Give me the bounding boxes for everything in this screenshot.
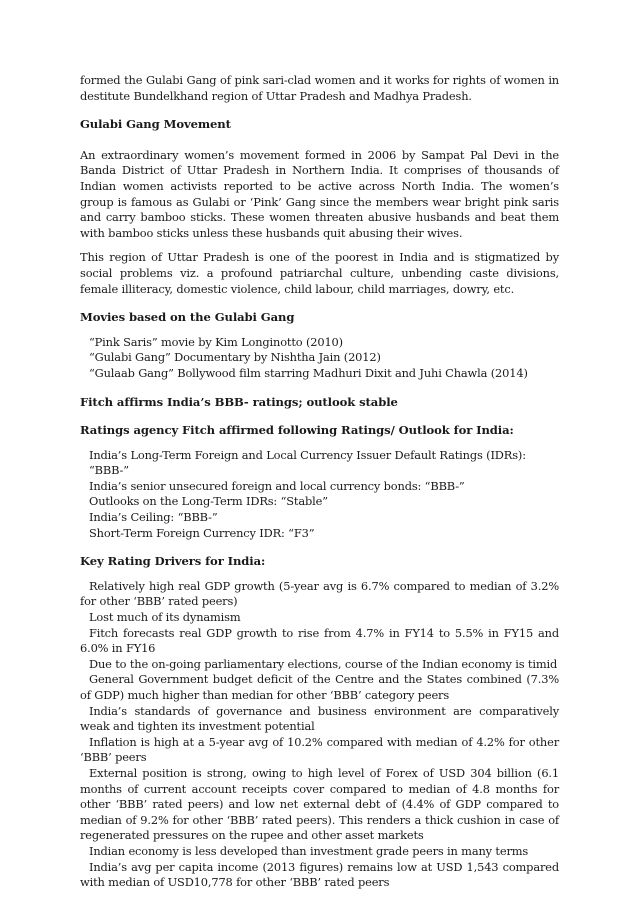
- list-item: General Government budget deficit of the Centre and the States combined (7.3% of GDP) much higher than median for other ‘BBB’ category peers: [80, 672, 559, 702]
- list-item: India’s senior unsecured foreign and local currency bonds: “BBB-”: [89, 478, 465, 493]
- list-item: Outlooks on the Long-Term IDRs: “Stable”: [89, 494, 328, 509]
- gulabi-movement-paragraph-2: This region of Uttar Pradesh is one of the poorest in India and is stigmatized by social problems viz. a profound patriarchal culture, unbending caste divisions, female illiteracy, domestic violence, child labour, child marriages, dowry, etc.: [80, 250, 559, 296]
- movies-heading: Movies based on the Gulabi Gang: [80, 310, 295, 325]
- list-item: India’s avg per capita income (2013 figures) remains low at USD 1,543 compared with median of USD10,778 for other ‘BBB’ rated peers: [80, 859, 559, 890]
- fitch-subheading: Ratings agency Fitch affirmed following Ratings/ Outlook for India:: [80, 423, 514, 438]
- fitch-heading: Fitch affirms India’s BBB- ratings; outlook stable: [80, 394, 398, 409]
- drivers-heading: Key Rating Drivers for India:: [80, 554, 266, 569]
- list-item: Lost much of its dynamism: [89, 610, 241, 625]
- gulabi-movement-heading: Gulabi Gang Movement: [80, 117, 231, 132]
- list-item: India’s standards of governance and business environment are comparatively weak and tighten its investment potential: [80, 703, 559, 734]
- list-item: External position is strong, owing to high level of Forex of USD 304 billion (6.1 months of current account receipts cover compared to median of 4.8 months for other ‘BBB’ rated peers) and low net external debt of (4.4% of GDP compared to median of 9.2% for other ‘BBB’ rated peers). This renders a thick cushion in case of regenerated pressures on the rupee and other asset markets: [80, 765, 559, 843]
- list-item: Inflation is high at a 5-year avg of 10.2% compared with median of 4.2% for other ‘BBB’ peers: [80, 734, 559, 765]
- drivers-list: [80, 579, 559, 891]
- ratings-list: [80, 448, 559, 542]
- list-item: “Gulabi Gang” Documentary by Nishtha Jain (2012): [89, 350, 381, 365]
- list-item: Short-Term Foreign Currency IDR: “F3”: [89, 525, 315, 540]
- list-item: Due to the on-going parliamentary elections, course of the Indian economy is timid: [89, 656, 558, 671]
- list-item: India’s Ceiling: “BBB-”: [89, 510, 218, 525]
- list-item: Relatively high real GDP growth (5-year avg is 6.7% compared to median of 3.2% for other ‘BBB’ rated peers): [80, 578, 559, 609]
- list-item: India’s Long-Term Foreign and Local Currency Issuer Default Ratings (IDRs): “BBB-”: [89, 447, 526, 478]
- list-item: Fitch forecasts real GDP growth to rise from 4.7% in FY14 to 5.5% in FY15 and 6.0% in FY16: [80, 625, 559, 656]
- intro-paragraph: formed the Gulabi Gang of pink sari-clad women and it works for rights of women in destitute Bundelkhand region of Uttar Pradesh and Madhya Pradesh.: [80, 73, 559, 103]
- list-item: “Gulaab Gang” Bollywood film starring Madhuri Dixit and Juhi Chawla (2014): [89, 365, 528, 380]
- movies-list: [80, 335, 559, 382]
- list-item: “Pink Saris” movie by Kim Longinotto (2010): [89, 334, 343, 349]
- list-item: Indian economy is less developed than investment grade peers in many terms: [89, 843, 529, 858]
- document-page: [80, 73, 559, 891]
- gulabi-movement-paragraph-1: An extraordinary women’s movement formed in 2006 by Sampat Pal Devi in the Banda District of Uttar Pradesh in Northern India. It comprises of thousands of Indian women activists reported to be active across North India. The women’s group is famous as Gulabi or ‘Pink’ Gang since the members wear bright pink saris and carry bamboo sticks. These women threaten abusive husbands and beat them with bamboo sticks unless these husbands quit abusing their wives.: [80, 147, 559, 240]
